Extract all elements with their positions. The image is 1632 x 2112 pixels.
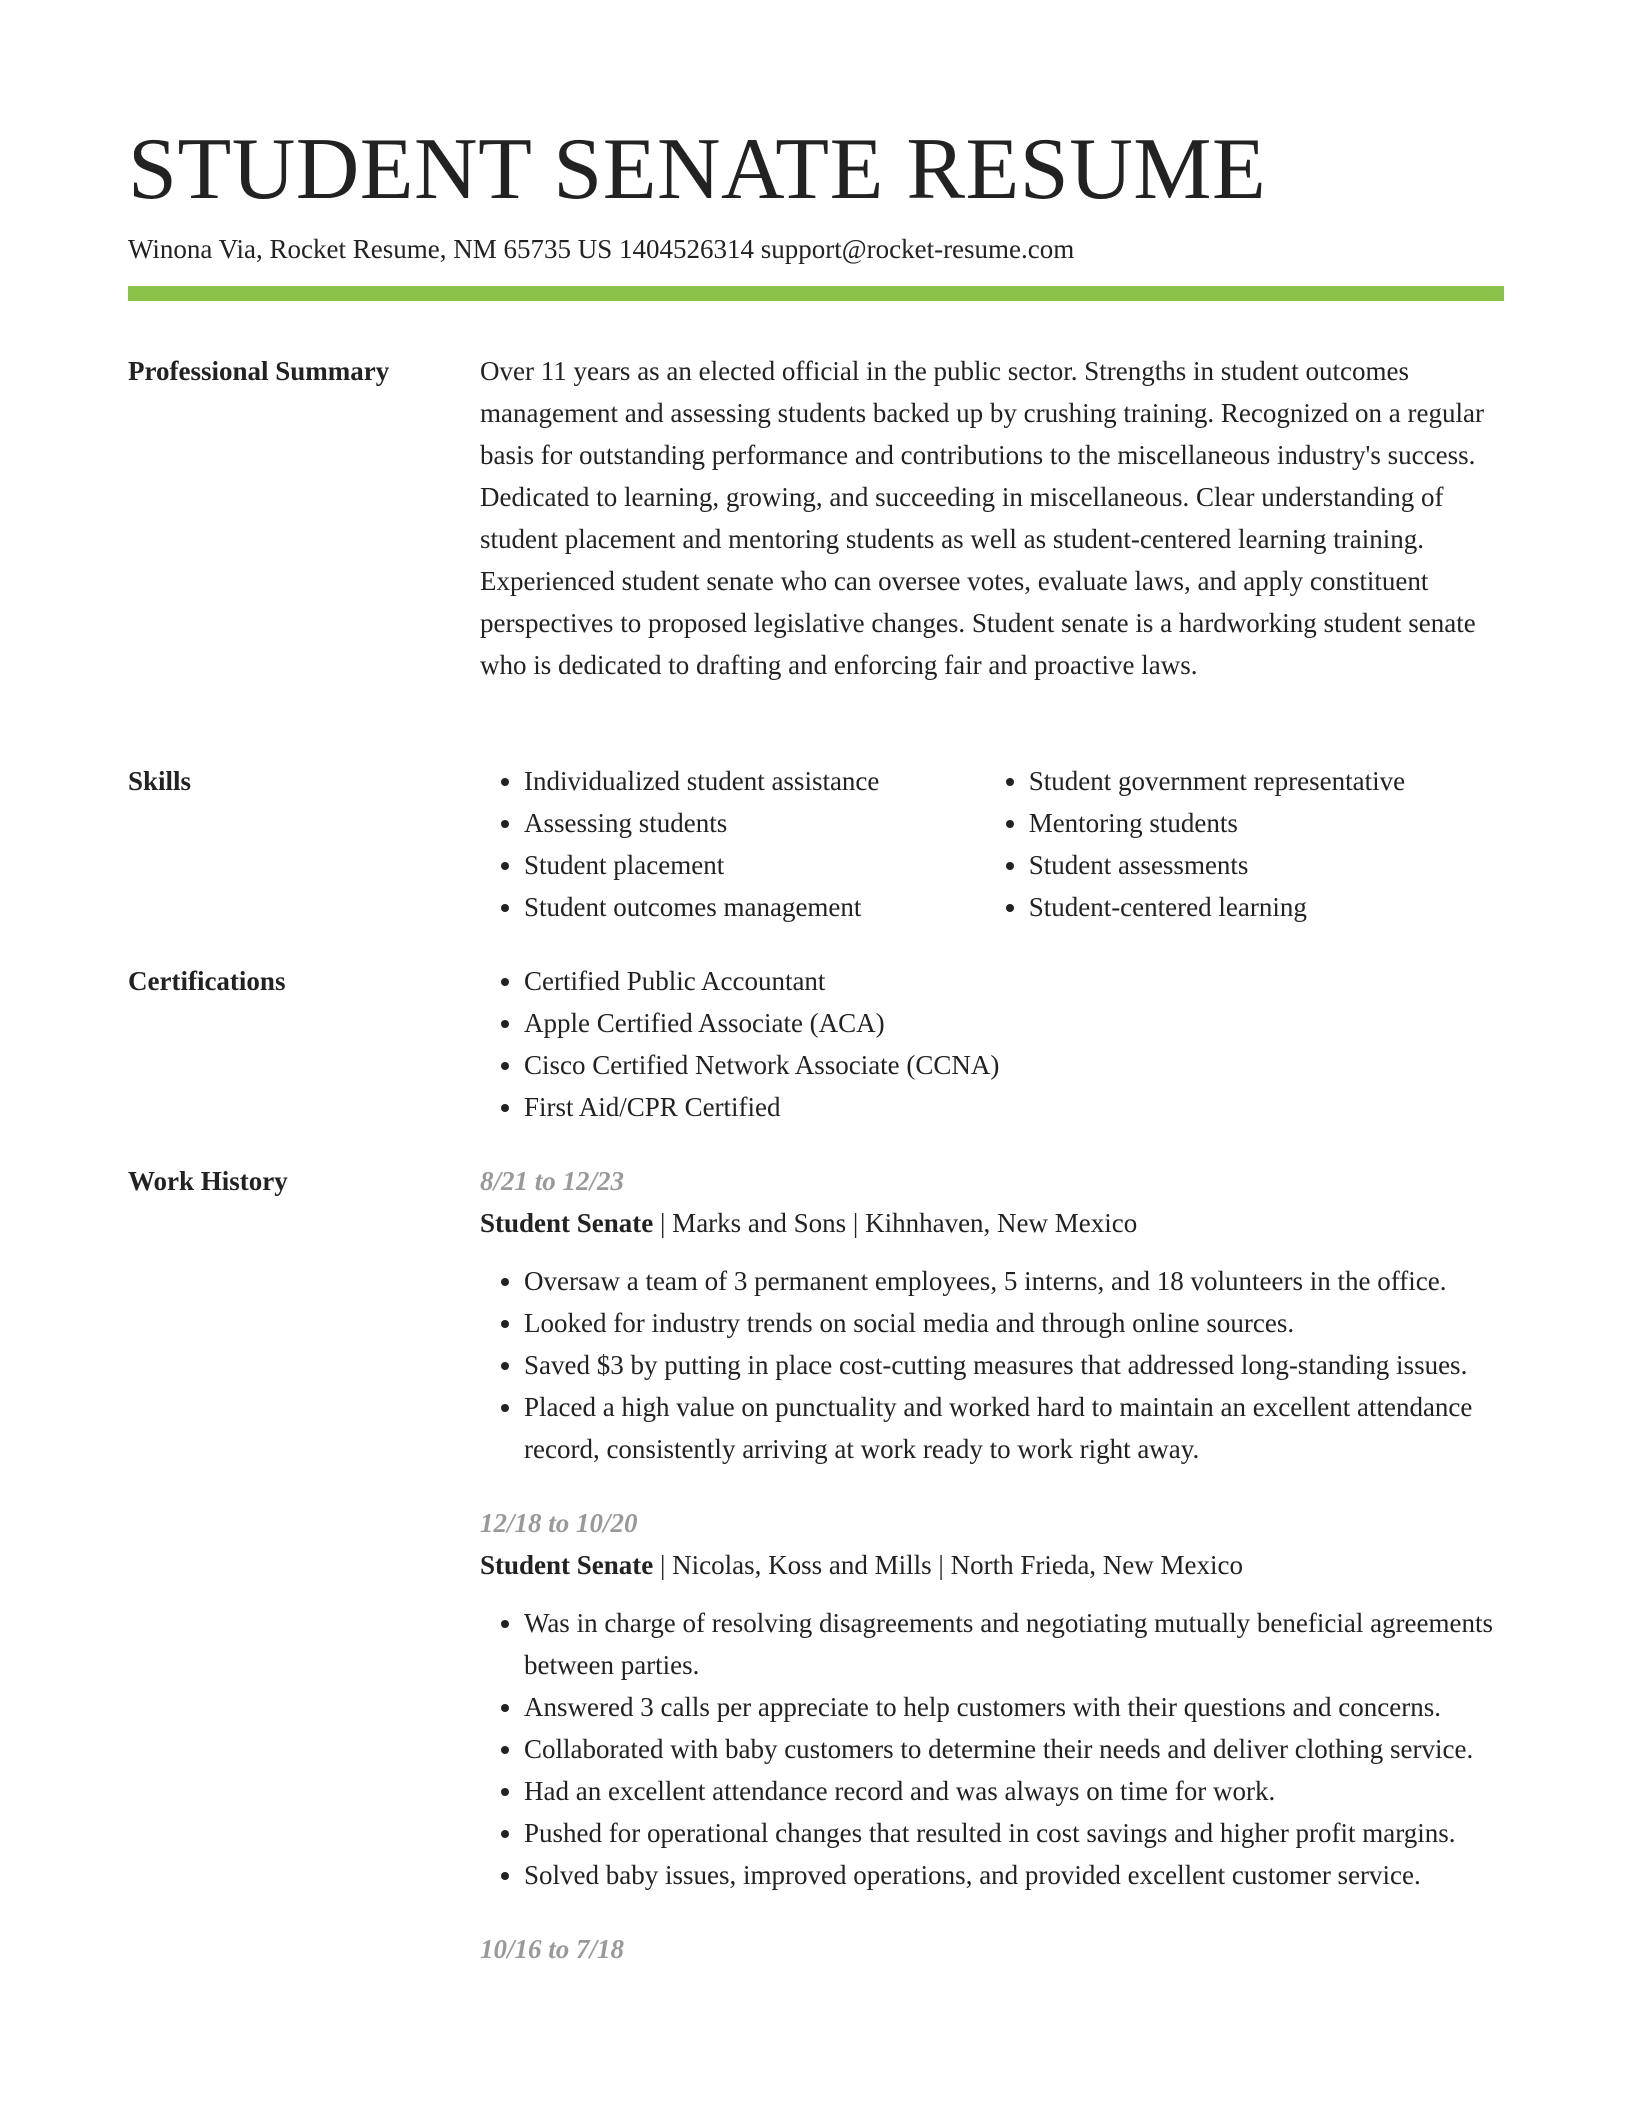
job-title: Student Senate [480,1550,654,1580]
job-dates: 10/16 to 7/18 [480,1934,625,1964]
skill-item: • Student-centered learning [1029,886,1504,928]
job-bullet: • Saved $3 by putting in place cost-cutting measures that addressed long-standing issues. [524,1344,1504,1386]
job-bullets [480,1602,1504,1896]
work-history-heading: Work History [128,1166,288,1196]
skills-list-left [480,760,985,928]
contact-line: Winona Via, Rocket Resume, NM 65735 US 1404526314 support@rocket-resume.com [128,234,1075,264]
job-bullet: • Solved baby issues, improved operations, and provided excellent customer service. [524,1854,1504,1896]
skill-item: • Student government representative [1029,760,1504,802]
job-entry [480,1928,1504,1970]
job-details: | Nicolas, Koss and Mills | North Frieda, New Mexico [653,1550,1244,1580]
job-heading [480,1202,1504,1244]
skill-item: • Student outcomes management [524,886,985,928]
job-bullet: • Pushed for operational changes that resulted in cost savings and higher profit margins. [524,1812,1504,1854]
job-bullet: • Was in charge of resolving disagreements and negotiating mutually beneficial agreements between parties. [524,1602,1504,1686]
certifications-list [480,960,1504,1128]
job-dates: 8/21 to 12/23 [480,1166,625,1196]
certification-item: • Certified Public Accountant [524,960,1504,1002]
job-bullets [480,1260,1504,1470]
certifications-heading: Certifications [128,966,286,996]
summary-text: Over 11 years as an elected official in the public sector. Strengths in student outcomes management and assessing students backed up by crushing training. Recognized on a regular basis for outstanding performance and contributions to the miscellaneous industry's success. Dedicated to learning, growing, and succeeding in miscellaneous. Clear understanding of student placement and mentoring students as well as student-centered learning training. Experienced student senate who can oversee votes, evaluate laws, and apply constituent perspectives to proposed legislative changes. Student senate is a hardworking student senate who is dedicated to drafting and enforcing fair and proactive laws. [480,356,1484,680]
skill-item: • Student assessments [1029,844,1504,886]
job-bullet: • Placed a high value on punctuality and worked hard to maintain an excellent attendance record, consistently arriving at work ready to work right away. [524,1386,1504,1470]
job-entry [480,1502,1504,1896]
resume-title: STUDENT SENATE RESUME [128,121,1267,218]
job-bullet: • Collaborated with baby customers to determine their needs and deliver clothing service. [524,1728,1504,1770]
job-title: Student Senate [480,1208,654,1238]
job-dates: 12/18 to 10/20 [480,1508,638,1538]
job-bullet: • Had an excellent attendance record and was always on time for work. [524,1770,1504,1812]
job-bullet: • Oversaw a team of 3 permanent employees, 5 interns, and 18 volunteers in the office. [524,1260,1504,1302]
certification-item: • Apple Certified Associate (ACA) [524,1002,1504,1044]
job-entry [480,1160,1504,1470]
job-bullet: • Looked for industry trends on social media and through online sources. [524,1302,1504,1344]
certification-item: • First Aid/CPR Certified [524,1086,1504,1128]
skills-heading: Skills [128,766,192,796]
skill-item: • Student placement [524,844,985,886]
skill-item: • Assessing students [524,802,985,844]
skill-item: • Mentoring students [1029,802,1504,844]
job-bullet: • Answered 3 calls per appreciate to help customers with their questions and concerns. [524,1686,1504,1728]
skills-list-right [985,760,1504,928]
certification-item: • Cisco Certified Network Associate (CCNA) [524,1044,1504,1086]
job-details: | Marks and Sons | Kihnhaven, New Mexico [653,1208,1138,1238]
summary-heading: Professional Summary [128,356,390,386]
accent-divider [128,286,1504,301]
job-heading [480,1544,1504,1586]
skill-item: • Individualized student assistance [524,760,985,802]
